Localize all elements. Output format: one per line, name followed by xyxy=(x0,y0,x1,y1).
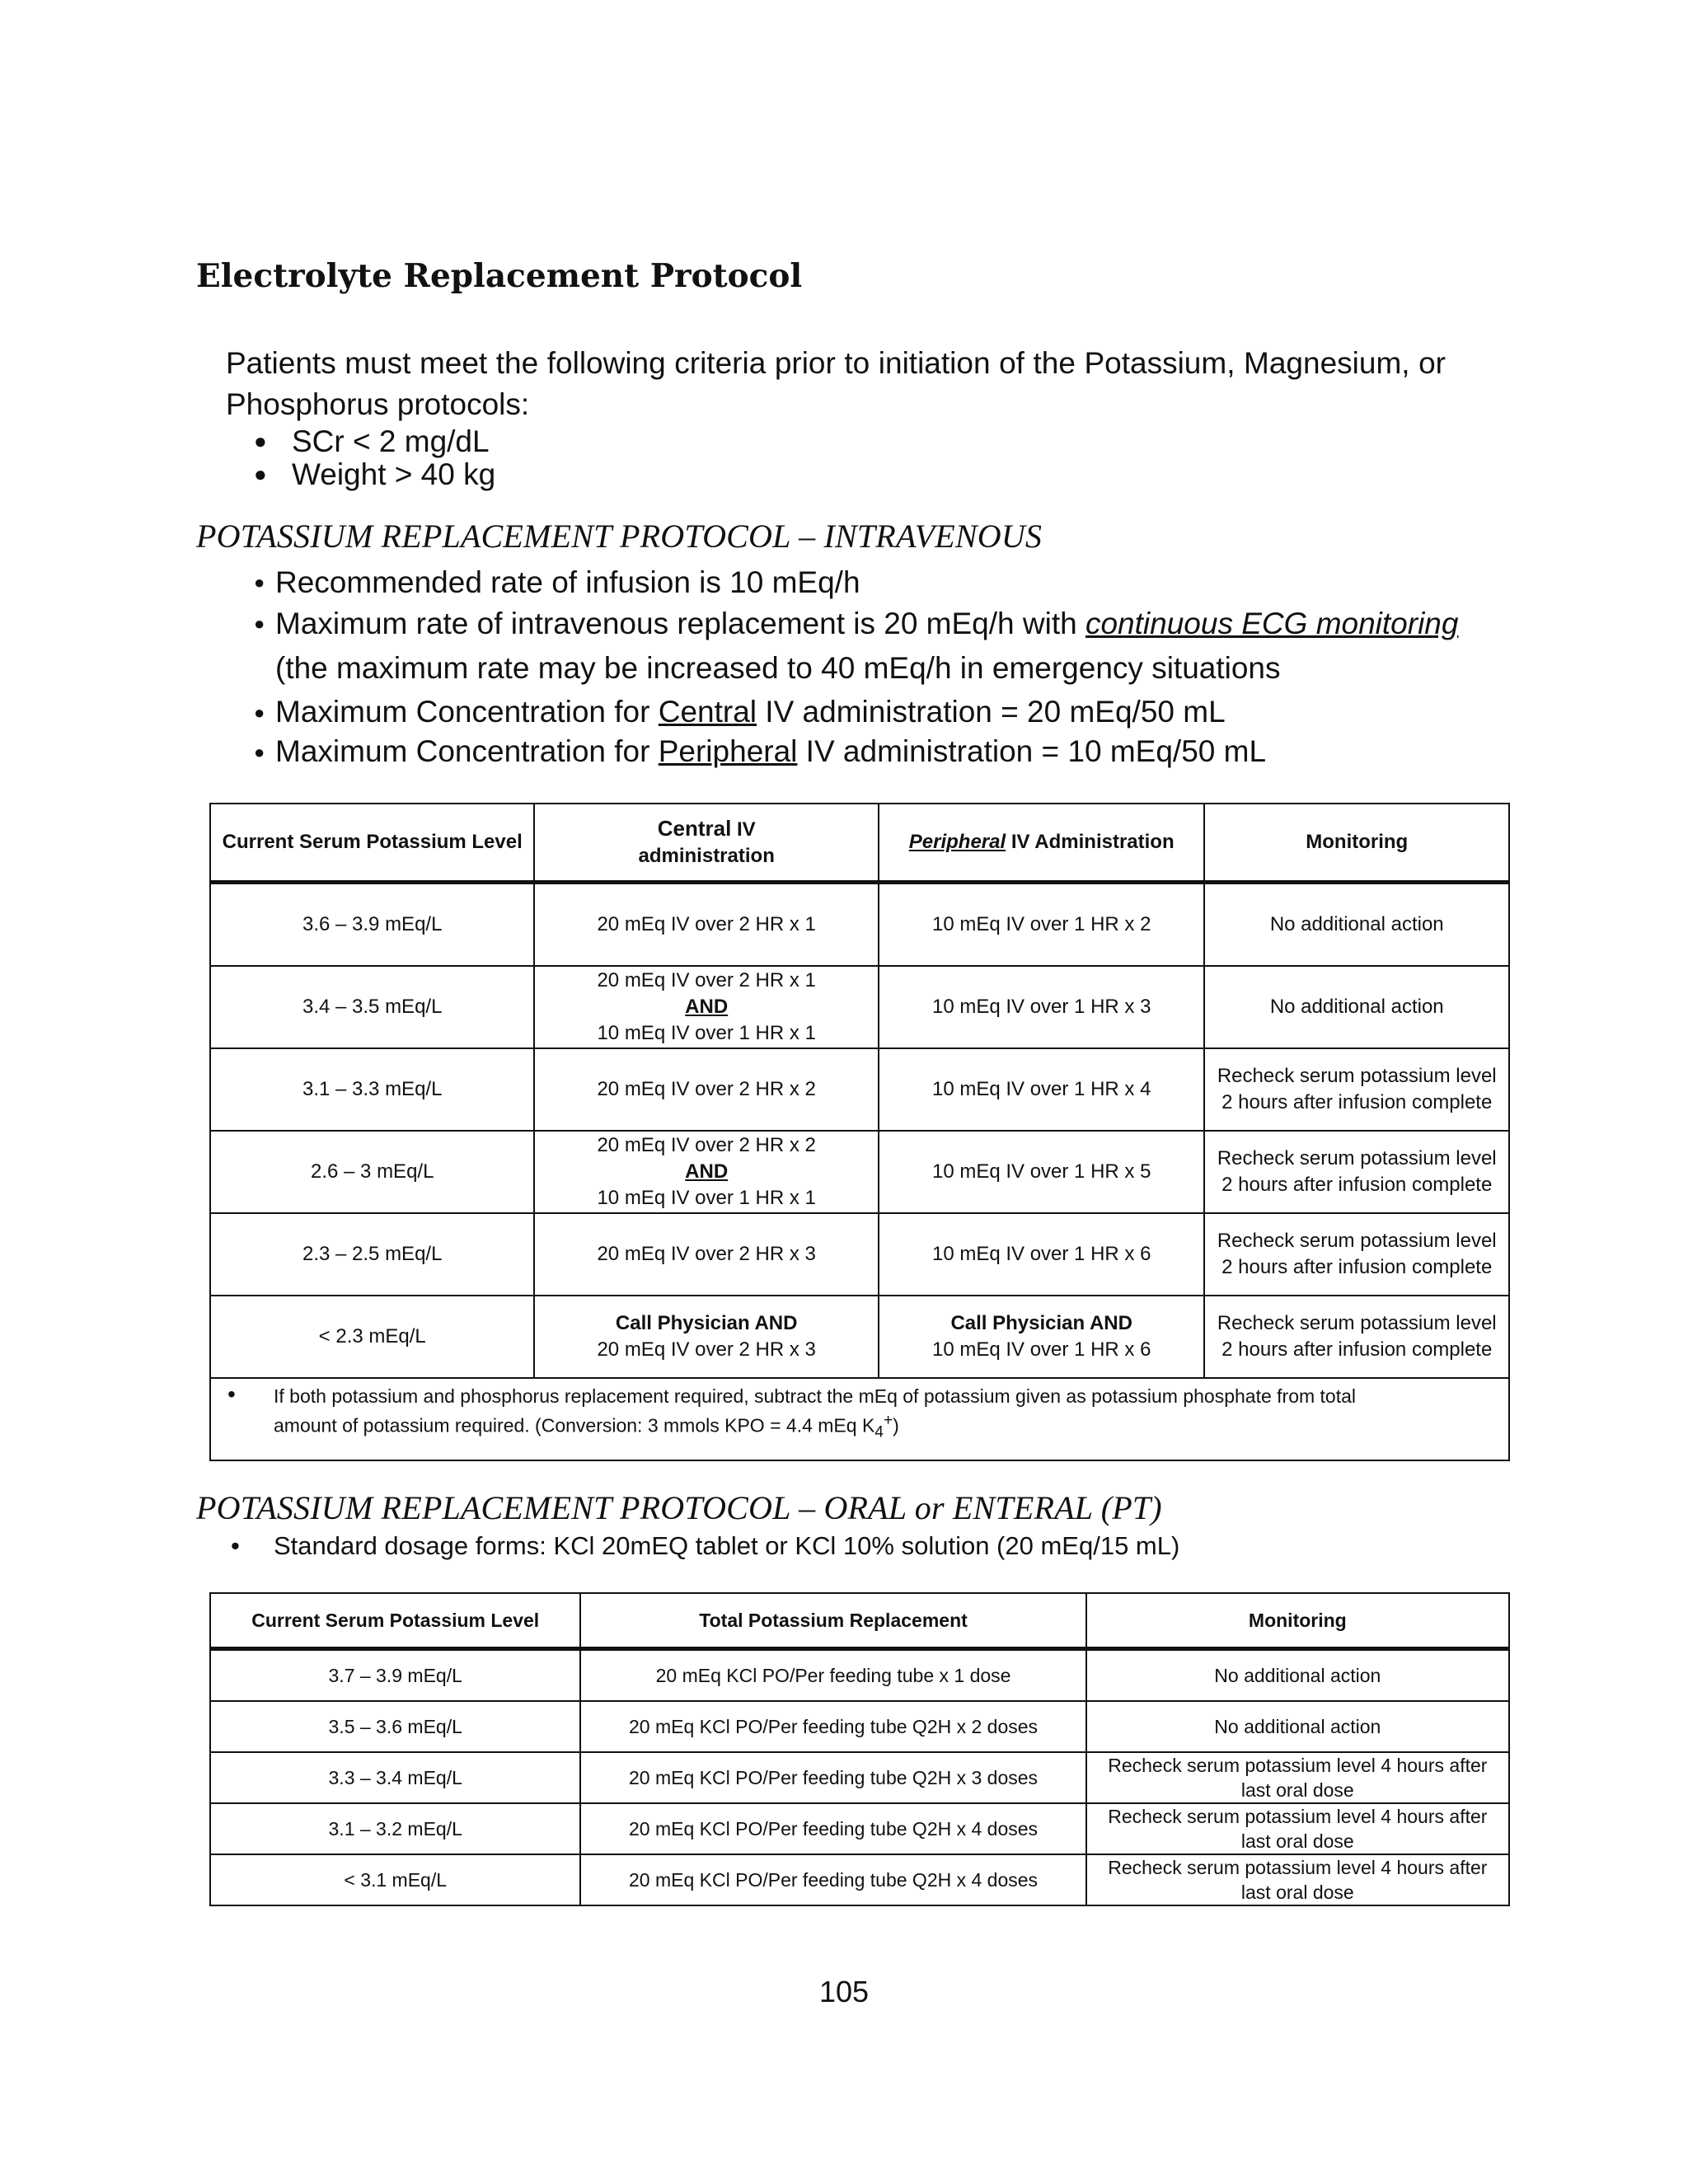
cell-central xyxy=(534,1296,878,1378)
bullet-text: Standard dosage forms: KCl 20mEQ tablet or KCl 10% solution (20 mEq/15 mL) xyxy=(274,1531,1180,1560)
cell-level: 2.6 – 3 mEq/L xyxy=(210,1131,534,1213)
bullet-text: IV administration = 20 mEq/50 mL xyxy=(757,695,1226,729)
cell-central xyxy=(534,966,878,1048)
criteria-item: ● Weight > 40 kg xyxy=(226,458,1446,491)
cell-central xyxy=(534,1131,878,1213)
column-header-level: Current Serum Potassium Level xyxy=(210,804,534,883)
cell-bold-text: Call Physician AND xyxy=(950,1312,1132,1334)
cell-level: 3.7 – 3.9 mEq/L xyxy=(210,1649,580,1702)
table-note-row xyxy=(210,1378,1509,1460)
iv-section-heading: POTASSIUM REPLACEMENT PROTOCOL – INTRAVENOUS xyxy=(196,518,1043,555)
cell-monitoring: No additional action xyxy=(1086,1649,1509,1702)
table-row xyxy=(210,1048,1509,1131)
cell-replacement: 20 mEq KCl PO/Per feeding tube Q2H x 4 doses xyxy=(580,1854,1085,1905)
table-header-row xyxy=(210,804,1509,883)
cell-bold-text: Call Physician AND xyxy=(615,1312,798,1334)
cell-peripheral: 10 mEq IV over 1 HR x 2 xyxy=(879,883,1205,967)
cell-monitoring: Recheck serum potassium level 4 hours after last oral dose xyxy=(1086,1854,1509,1905)
iv-bullet-rate xyxy=(251,562,1487,603)
cell-monitoring: Recheck serum potassium level 2 hours after infusion complete xyxy=(1204,1213,1509,1296)
cell-monitoring: Recheck serum potassium level 4 hours after last oral dose xyxy=(1086,1803,1509,1854)
cell-central: 20 mEq IV over 2 HR x 2 xyxy=(534,1048,878,1131)
cell-level: 2.3 – 2.5 mEq/L xyxy=(210,1213,534,1296)
cell-level: < 3.1 mEq/L xyxy=(210,1854,580,1905)
cell-monitoring: Recheck serum potassium level 2 hours after infusion complete xyxy=(1204,1296,1509,1378)
oral-bullet xyxy=(231,1531,1179,1561)
column-header-central xyxy=(534,804,878,883)
criteria-item: ● SCr < 2 mg/dL xyxy=(226,425,1446,458)
document-title: Electrolyte Replacement Protocol xyxy=(196,257,803,295)
bullet-text: Maximum rate of intravenous replacement is 20 mEq/h with xyxy=(275,607,1085,640)
bullet-text: Recommended rate of infusion is 10 mEq/h xyxy=(275,565,860,599)
cell-monitoring: Recheck serum potassium level 2 hours after infusion complete xyxy=(1204,1048,1509,1131)
table-row xyxy=(210,1131,1509,1213)
cell-monitoring: No additional action xyxy=(1204,883,1509,967)
cell-text: 20 mEq IV over 2 HR x 2 xyxy=(597,1134,816,1156)
cell-monitoring: Recheck serum potassium level 2 hours after infusion complete xyxy=(1204,1131,1509,1213)
cell-text: 10 mEq IV over 1 HR x 1 xyxy=(597,1022,816,1044)
cell-replacement: 20 mEq KCl PO/Per feeding tube Q2H x 2 doses xyxy=(580,1701,1085,1752)
iv-bullet-peripheral-concentration xyxy=(251,732,1487,771)
table-row xyxy=(210,966,1509,1048)
bullet-text: Maximum Concentration for xyxy=(275,695,659,729)
cell-text: 10 mEq IV over 1 HR x 6 xyxy=(931,1338,1151,1361)
table-row xyxy=(210,1701,1509,1752)
header-text: IV Administration xyxy=(1006,831,1175,853)
cell-peripheral xyxy=(879,1296,1205,1378)
note-line: ) xyxy=(893,1414,899,1436)
cell-central: 20 mEq IV over 2 HR x 3 xyxy=(534,1213,878,1296)
bullet-text: Maximum Concentration for xyxy=(275,734,659,768)
header-text: Peripheral xyxy=(908,831,1006,853)
cell-level: < 2.3 mEq/L xyxy=(210,1296,534,1378)
column-header-replacement: Total Potassium Replacement xyxy=(580,1593,1085,1649)
cell-monitoring: No additional action xyxy=(1086,1701,1509,1752)
table-row xyxy=(210,1854,1509,1905)
table-row xyxy=(210,1649,1509,1702)
bullet-emphasis: Central xyxy=(658,695,757,729)
iv-bullet-max-rate-continued: (the maximum rate may be increased to 40 mEq/h in emergency situations xyxy=(275,651,1281,685)
table-header-row xyxy=(210,1593,1509,1649)
table-row xyxy=(210,1296,1509,1378)
cell-level: 3.4 – 3.5 mEq/L xyxy=(210,966,534,1048)
column-header-level: Current Serum Potassium Level xyxy=(210,1593,580,1649)
note-subscript: 4 xyxy=(874,1423,884,1441)
column-header-monitoring: Monitoring xyxy=(1086,1593,1509,1649)
cell-level: 3.1 – 3.2 mEq/L xyxy=(210,1803,580,1854)
cell-replacement: 20 mEq KCl PO/Per feeding tube x 1 dose xyxy=(580,1649,1085,1702)
bullet-emphasis: continuous ECG monitoring xyxy=(1085,607,1459,640)
oral-replacement-table xyxy=(209,1592,1510,1906)
cell-level: 3.1 – 3.3 mEq/L xyxy=(210,1048,534,1131)
iv-bullet-list xyxy=(251,562,1487,771)
bullet-emphasis: Peripheral xyxy=(658,734,798,768)
cell-replacement: 20 mEq KCl PO/Per feeding tube Q2H x 4 doses xyxy=(580,1803,1085,1854)
note-text xyxy=(227,1384,1492,1445)
cell-text: 10 mEq IV over 1 HR x 1 xyxy=(597,1187,816,1209)
cell-text: 20 mEq IV over 2 HR x 1 xyxy=(597,969,816,991)
cell-replacement: 20 mEq KCl PO/Per feeding tube Q2H x 3 doses xyxy=(580,1752,1085,1803)
table-note xyxy=(210,1378,1509,1460)
cell-level: 3.6 – 3.9 mEq/L xyxy=(210,883,534,967)
header-text: IV xyxy=(731,818,756,841)
iv-replacement-table xyxy=(209,803,1510,1461)
oral-section-heading: POTASSIUM REPLACEMENT PROTOCOL – ORAL or ENTERAL (PT) xyxy=(196,1489,1162,1526)
table-row xyxy=(210,1803,1509,1854)
bullet-dot-icon: • xyxy=(231,1531,240,1560)
note-superscript: + xyxy=(883,1412,893,1429)
cell-peripheral: 10 mEq IV over 1 HR x 4 xyxy=(879,1048,1205,1131)
criteria-list xyxy=(226,425,1446,491)
cell-and-label: AND xyxy=(685,1160,729,1183)
header-text: Central xyxy=(657,816,732,841)
column-header-peripheral xyxy=(879,804,1205,883)
column-header-monitoring: Monitoring xyxy=(1204,804,1509,883)
note-line: amount of potassium required. (Conversion: 3 mmols KPO = 4.4 mEq K xyxy=(274,1414,875,1436)
cell-peripheral: 10 mEq IV over 1 HR x 6 xyxy=(879,1213,1205,1296)
bullet-text: IV administration = 10 mEq/50 mL xyxy=(797,734,1267,768)
cell-level: 3.5 – 3.6 mEq/L xyxy=(210,1701,580,1752)
iv-bullet-central-concentration xyxy=(251,692,1487,732)
cell-peripheral: 10 mEq IV over 1 HR x 3 xyxy=(879,966,1205,1048)
eligibility-criteria xyxy=(226,343,1446,491)
cell-level: 3.3 – 3.4 mEq/L xyxy=(210,1752,580,1803)
cell-central: 20 mEq IV over 2 HR x 1 xyxy=(534,883,878,967)
criteria-intro: Patients must meet the following criteria prior to initiation of the Potassium, Magnesium, or Phosphorus protocols: xyxy=(226,346,1446,421)
cell-text: 20 mEq IV over 2 HR x 3 xyxy=(597,1338,816,1361)
cell-monitoring: Recheck serum potassium level 4 hours after last oral dose xyxy=(1086,1752,1509,1803)
header-text: administration xyxy=(638,845,775,867)
cell-monitoring: No additional action xyxy=(1204,966,1509,1048)
table-row xyxy=(210,883,1509,967)
iv-bullet-max-rate xyxy=(251,603,1487,644)
cell-and-label: AND xyxy=(685,996,729,1018)
page-number: 105 xyxy=(818,1975,870,2008)
note-line: If both potassium and phosphorus replacement required, subtract the mEq of potassium given as potassium phosphate from total xyxy=(274,1385,1357,1407)
table-row xyxy=(210,1752,1509,1803)
cell-peripheral: 10 mEq IV over 1 HR x 5 xyxy=(879,1131,1205,1213)
table-row xyxy=(210,1213,1509,1296)
